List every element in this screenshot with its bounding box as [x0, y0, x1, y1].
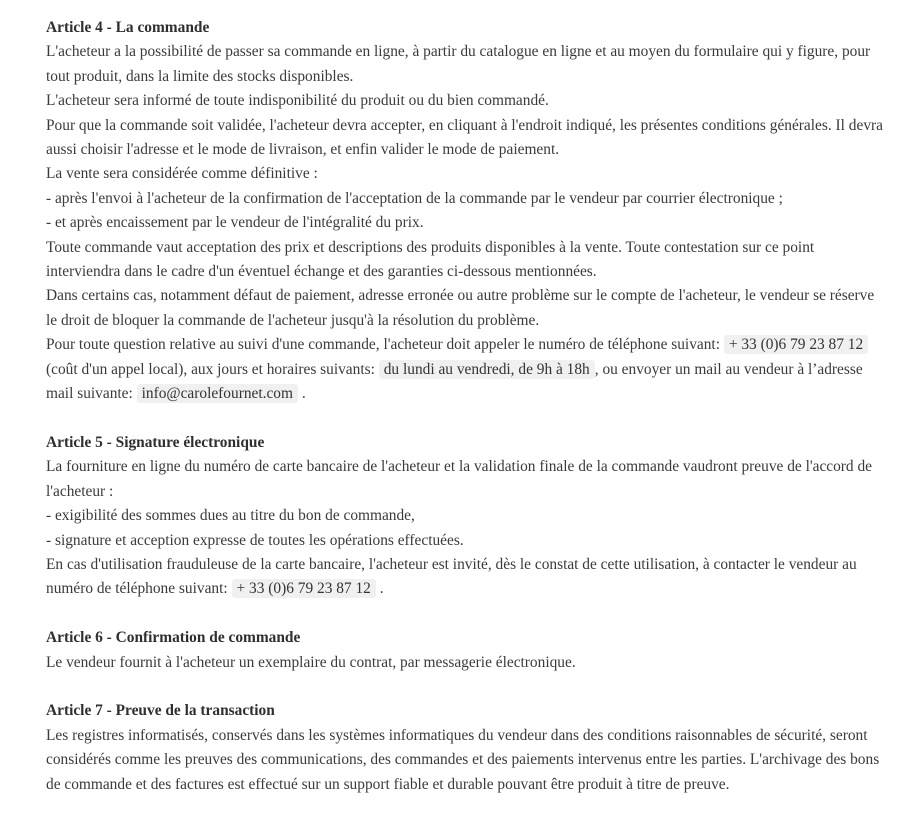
phone-number: + 33 (0)6 79 23 87 12 — [232, 579, 376, 598]
paragraph: La fourniture en ligne du numéro de carte bancaire de l'acheteur et la validation finale de la commande vaudront preuve de l'accord de l'acheteur : — [46, 458, 872, 500]
article-title: Article 6 - Confirmation de commande — [46, 629, 301, 647]
email-address: info@carolefournet.com — [137, 384, 298, 403]
article-5 — [46, 431, 885, 602]
article-7 — [46, 699, 885, 797]
contact-paragraph — [46, 333, 885, 406]
article-4 — [46, 16, 885, 407]
phone-number: + 33 (0)6 79 23 87 12 — [724, 335, 868, 354]
contact-text: Pour toute question relative au suivi d'une commande, l'acheteur doit appeler le numéro de téléphone suivant: — [46, 336, 724, 354]
paragraph: Toute commande vaut acceptation des prix et descriptions des produits disponibles à la vente. Toute contestation sur ce point interviendra dans le cadre d'un éventuel échange et des garanties ci-dessous mentionnées. — [46, 238, 815, 281]
contact-text: . — [297, 385, 306, 403]
paragraph: La vente sera considérée comme définitive : — [46, 165, 318, 183]
article-title: Article 7 - Preuve de la transaction — [46, 702, 275, 720]
list-item: - après l'envoi à l'acheteur de la confirmation de l'acceptation de la commande par le vendeur par courrier électronique ; — [46, 189, 783, 207]
contact-text: , ou envoyer un mail au vendeur à l’adresse mail suivante: — [46, 360, 863, 403]
paragraph — [46, 553, 885, 602]
list-item: - et après encaissement par le vendeur de l'intégralité du prix. — [46, 214, 424, 232]
contact-text: (coût d'un appel local), aux jours et horaires suivants: — [46, 360, 379, 378]
paragraph: Le vendeur fournit à l'acheteur un exemplaire du contrat, par messagerie électronique. — [46, 653, 576, 671]
article-title: Article 4 - La commande — [46, 19, 210, 36]
article-6 — [46, 626, 885, 675]
opening-hours: du lundi au vendredi, de 9h à 18h — [379, 360, 595, 379]
article-title: Article 5 - Signature électronique — [46, 433, 265, 451]
paragraph-text: En cas d'utilisation frauduleuse de la carte bancaire, l'acheteur est invité, dès le constat de cette utilisation, à contacter le vendeur au numéro de téléphone suivant: — [46, 555, 857, 598]
paragraph: L'acheteur sera informé de toute indisponibilité du produit ou du bien commandé. — [46, 92, 549, 110]
paragraph: Les registres informatisés, conservés dans les systèmes informatiques du vendeur dans des conditions raisonnables de sécurité, seront considérés comme les preuves des communications, des commandes et des paiements intervenus entre les parties. L'archivage des bons de commande et des factures est effectué sur un support fiable et durable pouvant être produit à titre de preuve. — [46, 726, 880, 793]
list-item: - signature et acception expresse de toutes les opérations effectuées. — [46, 531, 464, 549]
list-item: - exigibilité des sommes dues au titre du bon de commande, — [46, 507, 415, 525]
paragraph: Pour que la commande soit validée, l'acheteur devra accepter, en cliquant à l'endroit indiqué, les présentes conditions générales. Il devra aussi choisir l'adresse et le mode de livraison, et enfin valider le mode de paiement. — [46, 116, 883, 159]
paragraph: Dans certains cas, notamment défaut de paiement, adresse erronée ou autre problème sur le compte de l'acheteur, le vendeur se réserve le droit de bloquer la commande de l'acheteur jusqu'à la résolution du problème. — [46, 287, 875, 329]
paragraph: L'acheteur a la possibilité de passer sa commande en ligne, à partir du catalogue en ligne et au moyen du formulaire qui y figure, pour tout produit, dans la limite des stocks disponibles. — [46, 43, 871, 85]
paragraph-text: . — [375, 580, 384, 598]
